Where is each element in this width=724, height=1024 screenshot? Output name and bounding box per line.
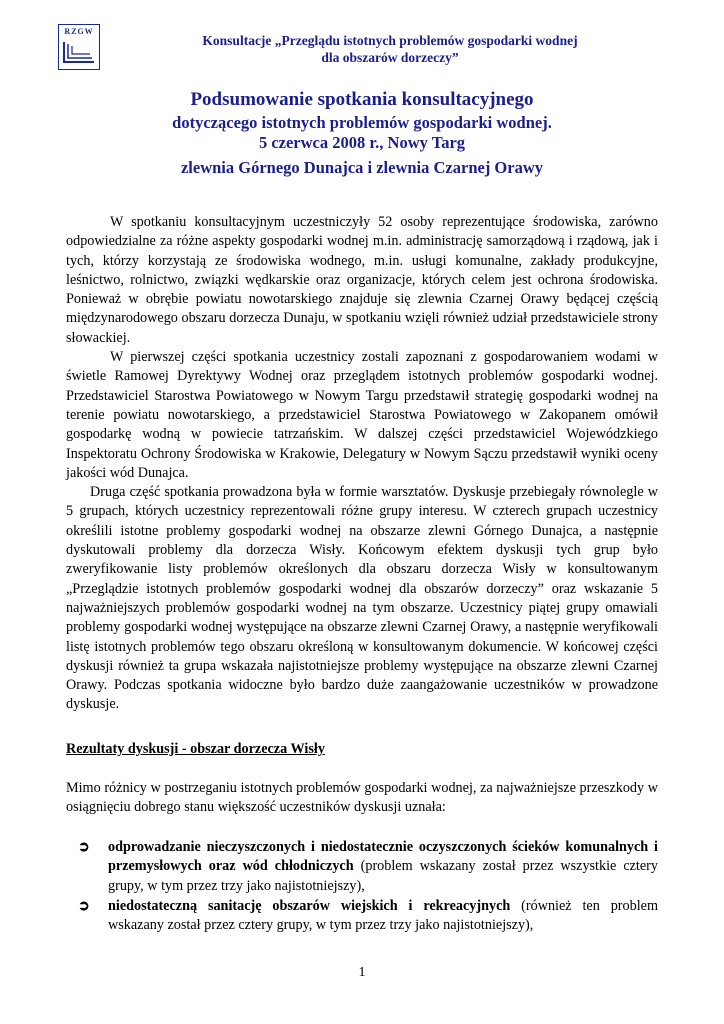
logo-wave-icon (62, 38, 96, 66)
section-intro-text: Mimo różnicy w postrzeganiu istotnych problemów gospodarki wodnej, za najważniejsze przeszkody w osiągnięciu dobrego stanu większość uczestników dyskusji uznała: (66, 780, 658, 816)
paragraph-3: Druga część spotkania prowadzona była w formie warsztatów. Dyskusje przebiegały równolegle w 5 grupach, których uczestnicy reprezentowali różne grupy interesu. W czterech grupach uczestnicy określili istotne problemy gospodarki wodnej na obszarze zlewni Górnego Dunajca, a następnie dyskutowali problemy dla dorzecza Wisły. Końcowym efektem dyskusji tych grup było zweryfikowanie listy problemów określonych dla obszaru dorzecza Wisły w konsultowanym „Przeglądzie istotnych problemów gospodarki wodnej dla obszarów dorzeczy” oraz wskazanie 5 najważniejszych problemów gospodarki wodnej na tym obszarze. Uczestnicy piątej grupy omawiali problemy gospodarki wodnej występujące na obszarze zlewni Czarnej Orawy, a następnie weryfikowali listę istotnych problemów tego obszaru określoną w konsultowanym dokumencie. W końcowej części dyskusji również ta grupa wskazała najistotniejsze problemy występujące na obszarze zlewni Czarnej Orawy. Podczas spotkania widoczne było bardzo duże zaangażowanie uczestników w prowadzone dyskusje. (66, 484, 658, 713)
bullet-item (66, 838, 658, 896)
rzgw-logo (58, 24, 100, 70)
bullet-bold: odprowadzanie nieczyszczonych i niedostatecznie oczyszczonych ścieków komunalnych i przemysłowych oraz wód chłodniczych (108, 839, 658, 875)
meeting-date-place: 5 czerwca 2008 r., Nowy Targ (258, 133, 466, 152)
section-heading: Rezultaty dyskusji - obszar dorzecza Wisły (66, 741, 325, 757)
header-line-1: Konsultacje „Przeglądu istotnych problemów gospodarki wodnej (202, 33, 578, 48)
logo-text: RZGW (64, 27, 94, 36)
document-subtitle: dotyczącego istotnych problemów gospodarki wodnej. (172, 113, 552, 132)
page-number: 1 (358, 965, 366, 980)
bullet-rest: (problem wskazany został przez wszystkie cztery grupy, w tym przez trzy jako najistotniejszy), (108, 858, 658, 894)
header-line-2: dla obszarów dorzeczy” (321, 50, 459, 65)
bullet-item (66, 897, 658, 936)
bullet-rest: (również ten problem wskazany został przez cztery grupy, w tym przez trzy jako najistotniejszy), (108, 898, 658, 934)
paragraph-2: W pierwszej części spotkania uczestnicy zostali zapoznani z gospodarowaniem wodami w świetle Ramowej Dyrektywy Wodnej oraz przeglądem istotnych problemów gospodarki wodnej. Przedstawiciel Starostwa Powiatowego w Nowym Targu przedstawił strategię gospodarki wodnej na terenie powiatu nowotarskiego, a przedstawiciel Starostwa Powiatowego w Zakopanem omówił gospodarkę wodną w powiecie tatrzańskim. W dalszej części przedstawiciel Wojewódzkiego Inspektoratu Ochrony Środowiska w Krakowie, Delegatury w Nowym Sączu przedstawił wyniki oceny jakości wód Dunajca. (66, 349, 658, 481)
catchment-title: zlewnia Górnego Dunajca i zlewnia Czarnej Orawy (180, 158, 544, 177)
arrow-bullet-icon: ➲ (78, 840, 90, 855)
bullet-bold: niedostateczną sanitację obszarów wiejskich i rekreacyjnych (108, 898, 511, 914)
document-title: Podsumowanie spotkania konsultacyjnego (190, 89, 534, 110)
bullet-text (108, 897, 658, 936)
paragraph-1: W spotkaniu konsultacyjnym uczestniczyły 52 osoby reprezentujące środowiska, zarówno odpowiedzialne za różne aspekty gospodarki wodnej m.in. administrację samorządową i rządową, jak i tych, którzy korzystają ze środowiska wodnego, m.in. usługi komunalne, zakłady produkcyjne, leśnictwo, rolnictwo, związki wędkarskie oraz organizacje, których celem jest ochrona środowiska. Ponieważ w obrębie powiatu nowotarskiego znajduje się zlewnia Czarnej Orawy będącej częścią międzynarodowego obszaru dorzecza Dunaju, w spotkaniu wzięli również udział przedstawiciele strony słowackiej. (66, 214, 658, 346)
bullet-text (108, 838, 658, 896)
section-intro (66, 779, 658, 818)
intro-body (66, 213, 658, 715)
arrow-bullet-icon: ➲ (78, 899, 90, 914)
